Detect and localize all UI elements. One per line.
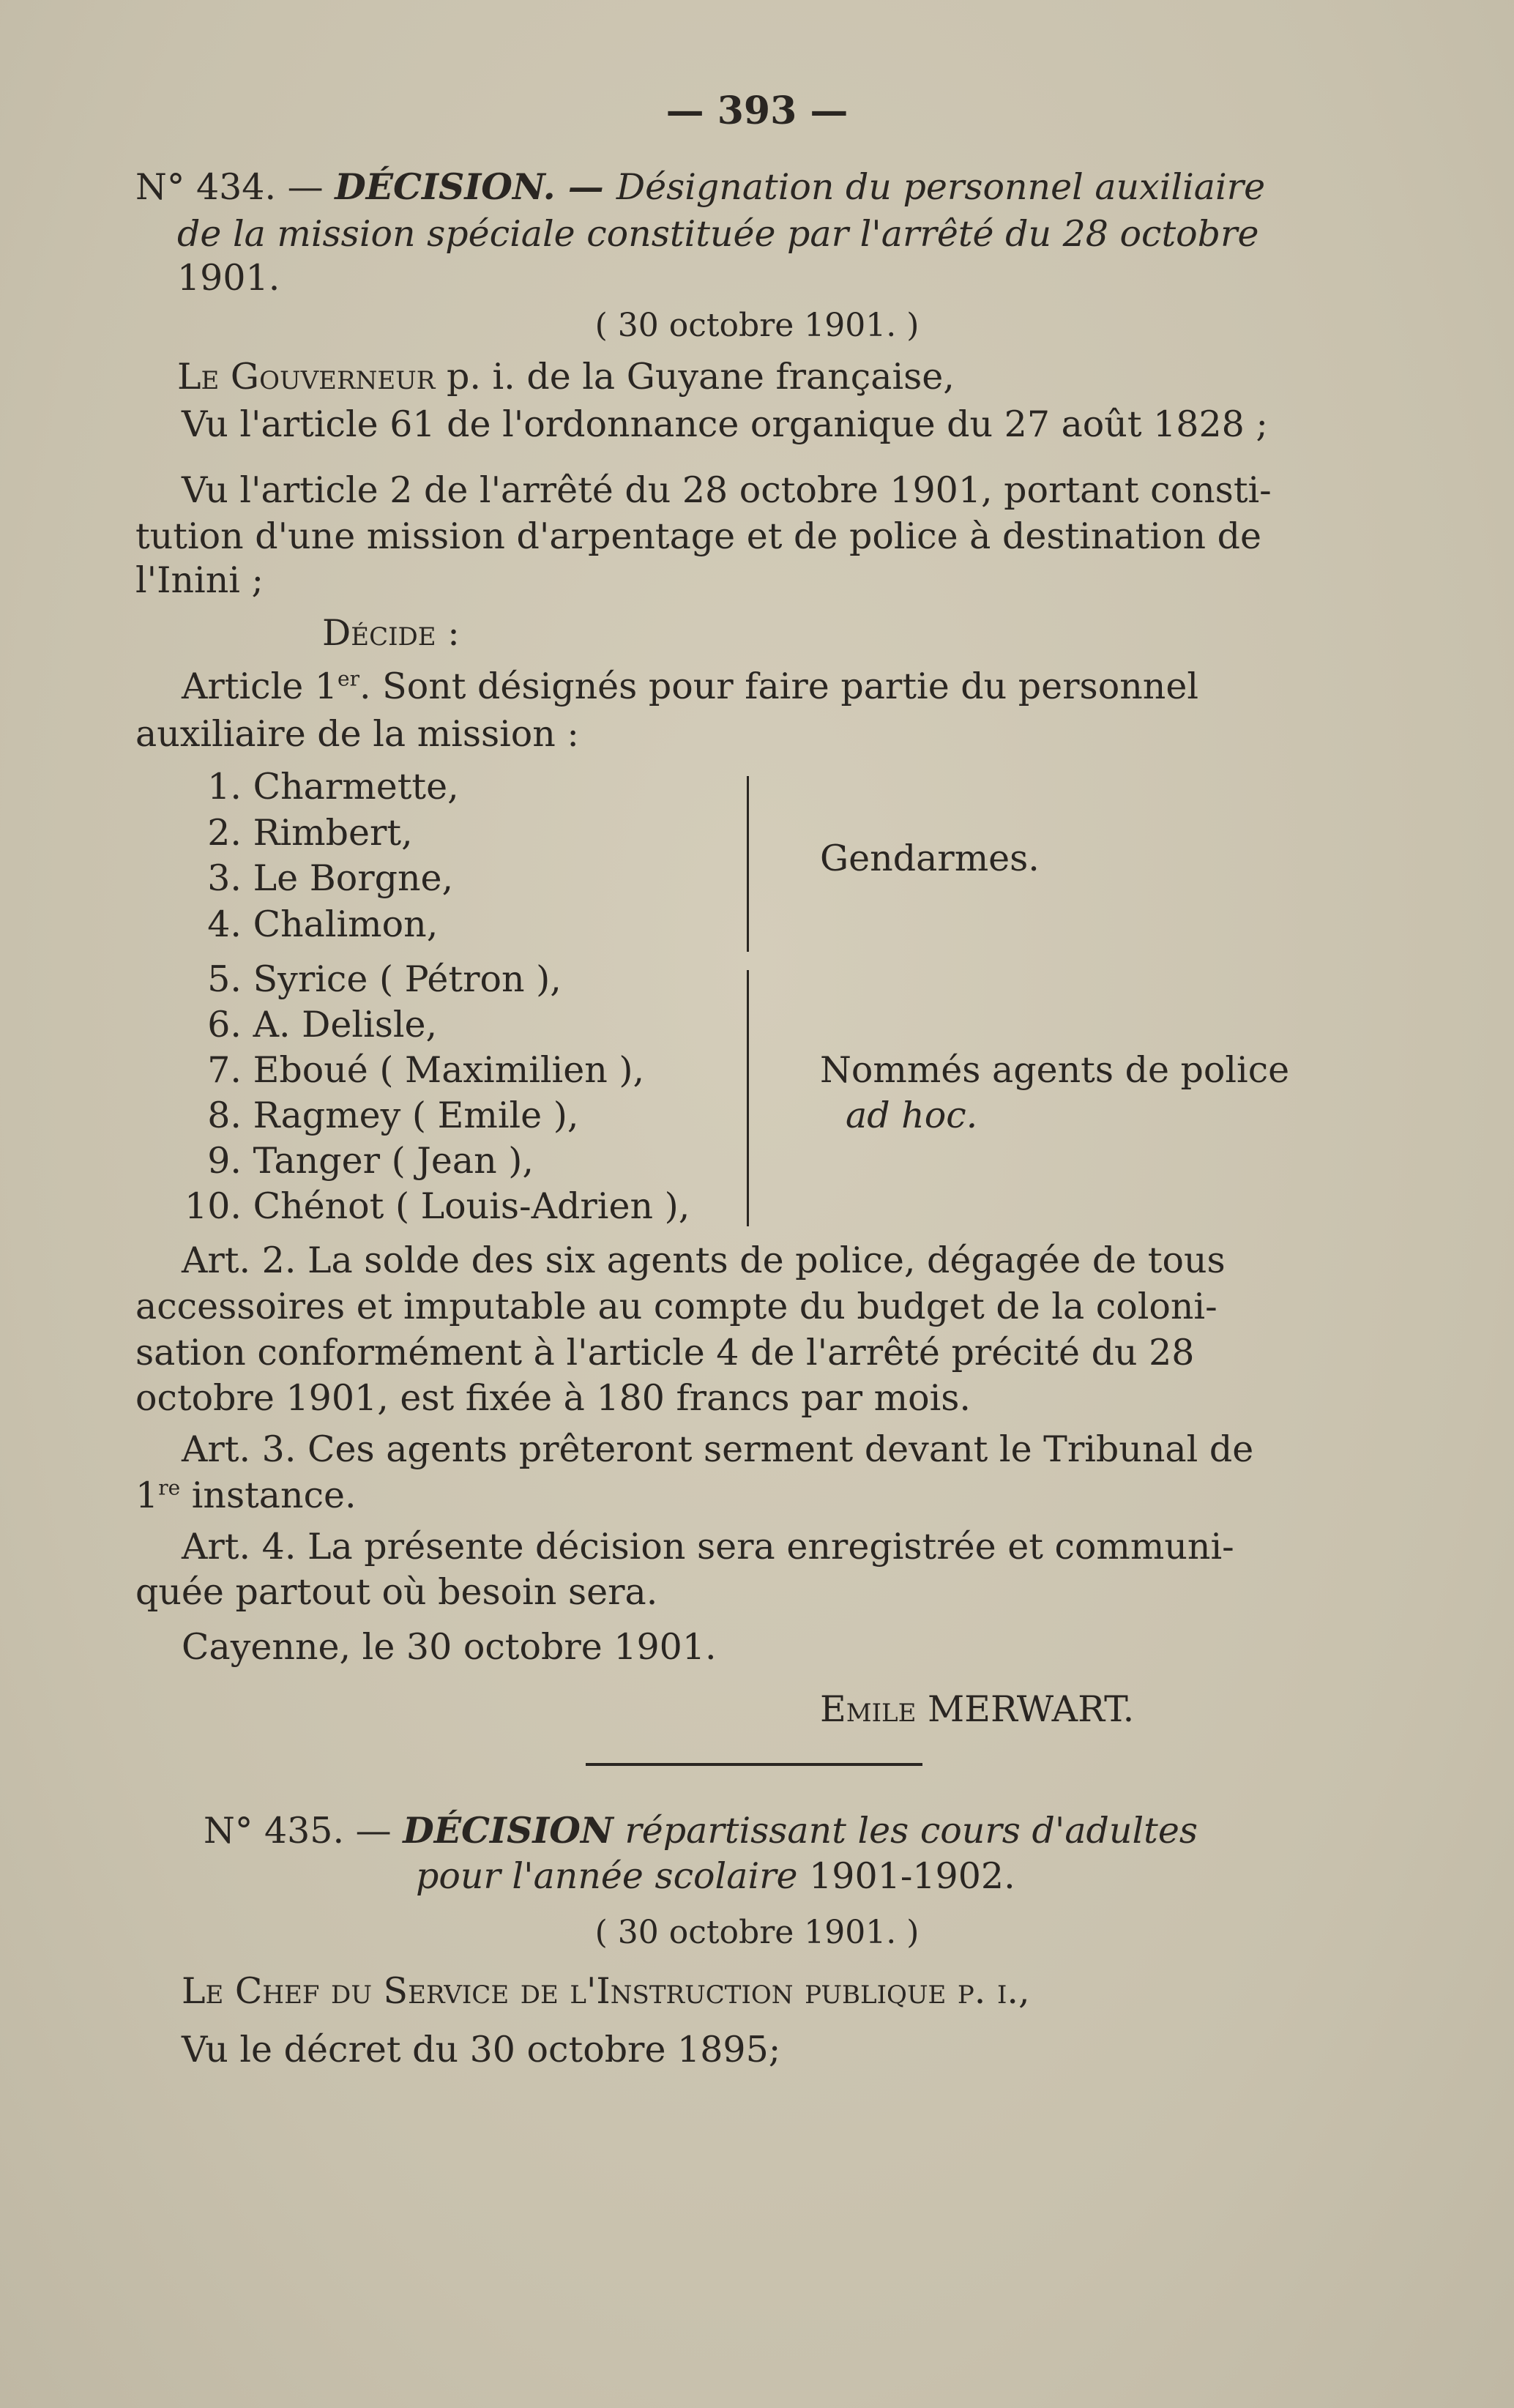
vu-line-2b: tution d'une mission d'arpentage et de police à destination de <box>135 515 1261 557</box>
vu-line-1: Vu l'article 61 de l'ordonnance organique du 27 août 1828 ; <box>182 403 1268 445</box>
article-2-line-3: sation conformément à l'article 4 de l'arrêté précité du 28 <box>135 1332 1195 1373</box>
list-item: 1. Charmette, <box>207 766 459 808</box>
decision-434-date: ( 30 octobre 1901. ) <box>594 307 920 344</box>
article-1-line-2: auxiliaire de la mission : <box>135 713 579 755</box>
agents-brace <box>737 970 749 1226</box>
article-1-text: . Sont désignés pour faire partie du personnel <box>359 666 1198 707</box>
article-3-line-2: 1re instance. <box>135 1475 357 1516</box>
page-number: — 393 — <box>665 89 849 133</box>
article-4-line-1: Art. 4. La présente décision sera enregistrée et communi- <box>182 1526 1234 1568</box>
decision-434-heading-line-1 <box>135 165 1336 209</box>
article-1-line-1 <box>182 665 1198 709</box>
agents-label-line-2: ad hoc. <box>846 1095 978 1136</box>
agents-label-line-1: Nommés agents de police <box>820 1049 1290 1091</box>
list-item: 3. Le Borgne, <box>207 857 454 899</box>
decision-434-title: DÉCISION. — <box>335 165 616 208</box>
decision-434-authority <box>177 355 955 399</box>
article-3-line-1: Art. 3. Ces agents prêteront serment devant le Tribunal de <box>182 1428 1254 1470</box>
article-4-line-2: quée partout où besoin sera. <box>135 1571 658 1613</box>
vu-line-2c: l'Inini ; <box>135 559 264 601</box>
article-1-ordinal: er <box>338 666 360 691</box>
signature: Emile MERWART. <box>820 1688 1135 1730</box>
article-2-line-1: Art. 2. La solde des six agents de police, dégagée de tous <box>182 1240 1226 1281</box>
decision-435-date: ( 30 octobre 1901. ) <box>594 1914 920 1951</box>
decide-label: Décide : <box>322 612 460 654</box>
list-item: 2. Rimbert, <box>207 812 413 854</box>
place-date: Cayenne, le 30 octobre 1901. <box>182 1626 717 1668</box>
gendarmes-label: Gendarmes. <box>820 838 1040 879</box>
decision-434-subject-1: Désignation du personnel auxiliaire <box>616 166 1266 208</box>
article-3-ordinal: re <box>158 1475 181 1500</box>
vu-line-2a: Vu l'article 2 de l'arrêté du 28 octobre 1901, portant consti- <box>182 469 1272 511</box>
list-item: 9. Tanger ( Jean ), <box>207 1140 534 1182</box>
section-divider <box>586 1763 922 1766</box>
decision-435-title: DÉCISION <box>403 1809 614 1852</box>
article-1-label: Article 1 <box>182 666 338 707</box>
decision-434-number: N° 434. — <box>135 166 335 208</box>
gendarmes-brace <box>737 776 749 952</box>
decision-435-number: N° 435. — <box>204 1810 403 1852</box>
decision-435-authority: Le Chef du Service de l'Instruction publique p. i., <box>182 1970 1030 2012</box>
authority-rest: p. i. de la Guyane française, <box>435 356 955 398</box>
decision-435-heading-line-1 <box>204 1808 1198 1853</box>
list-item: 7. Eboué ( Maximilien ), <box>207 1049 645 1091</box>
decision-434-heading-line-3: 1901. <box>177 257 280 299</box>
decision-434-heading-line-2: de la mission spéciale constituée par l'arrêté du 28 octobre <box>177 213 1259 255</box>
authority-title: Le Gouverneur <box>177 356 436 398</box>
decision-435-subject-1: répartissant les cours d'adultes <box>613 1810 1198 1852</box>
decision-435-vu-line-1: Vu le décret du 30 octobre 1895; <box>182 2029 781 2070</box>
article-2-line-2: accessoires et imputable au compte du budget de la coloni- <box>135 1286 1217 1327</box>
article-2-line-4: octobre 1901, est fixée à 180 francs par mois. <box>135 1377 971 1419</box>
decision-435-heading-line-2: pour l'année scolaire 1901-1902. <box>416 1855 1015 1897</box>
list-item: 10. Chénot ( Louis-Adrien ), <box>184 1185 690 1227</box>
list-item: 5. Syrice ( Pétron ), <box>207 958 562 1000</box>
list-item: 6. A. Delisle, <box>207 1004 438 1045</box>
list-item: 8. Ragmey ( Emile ), <box>207 1095 579 1136</box>
list-item: 4. Chalimon, <box>207 903 439 945</box>
